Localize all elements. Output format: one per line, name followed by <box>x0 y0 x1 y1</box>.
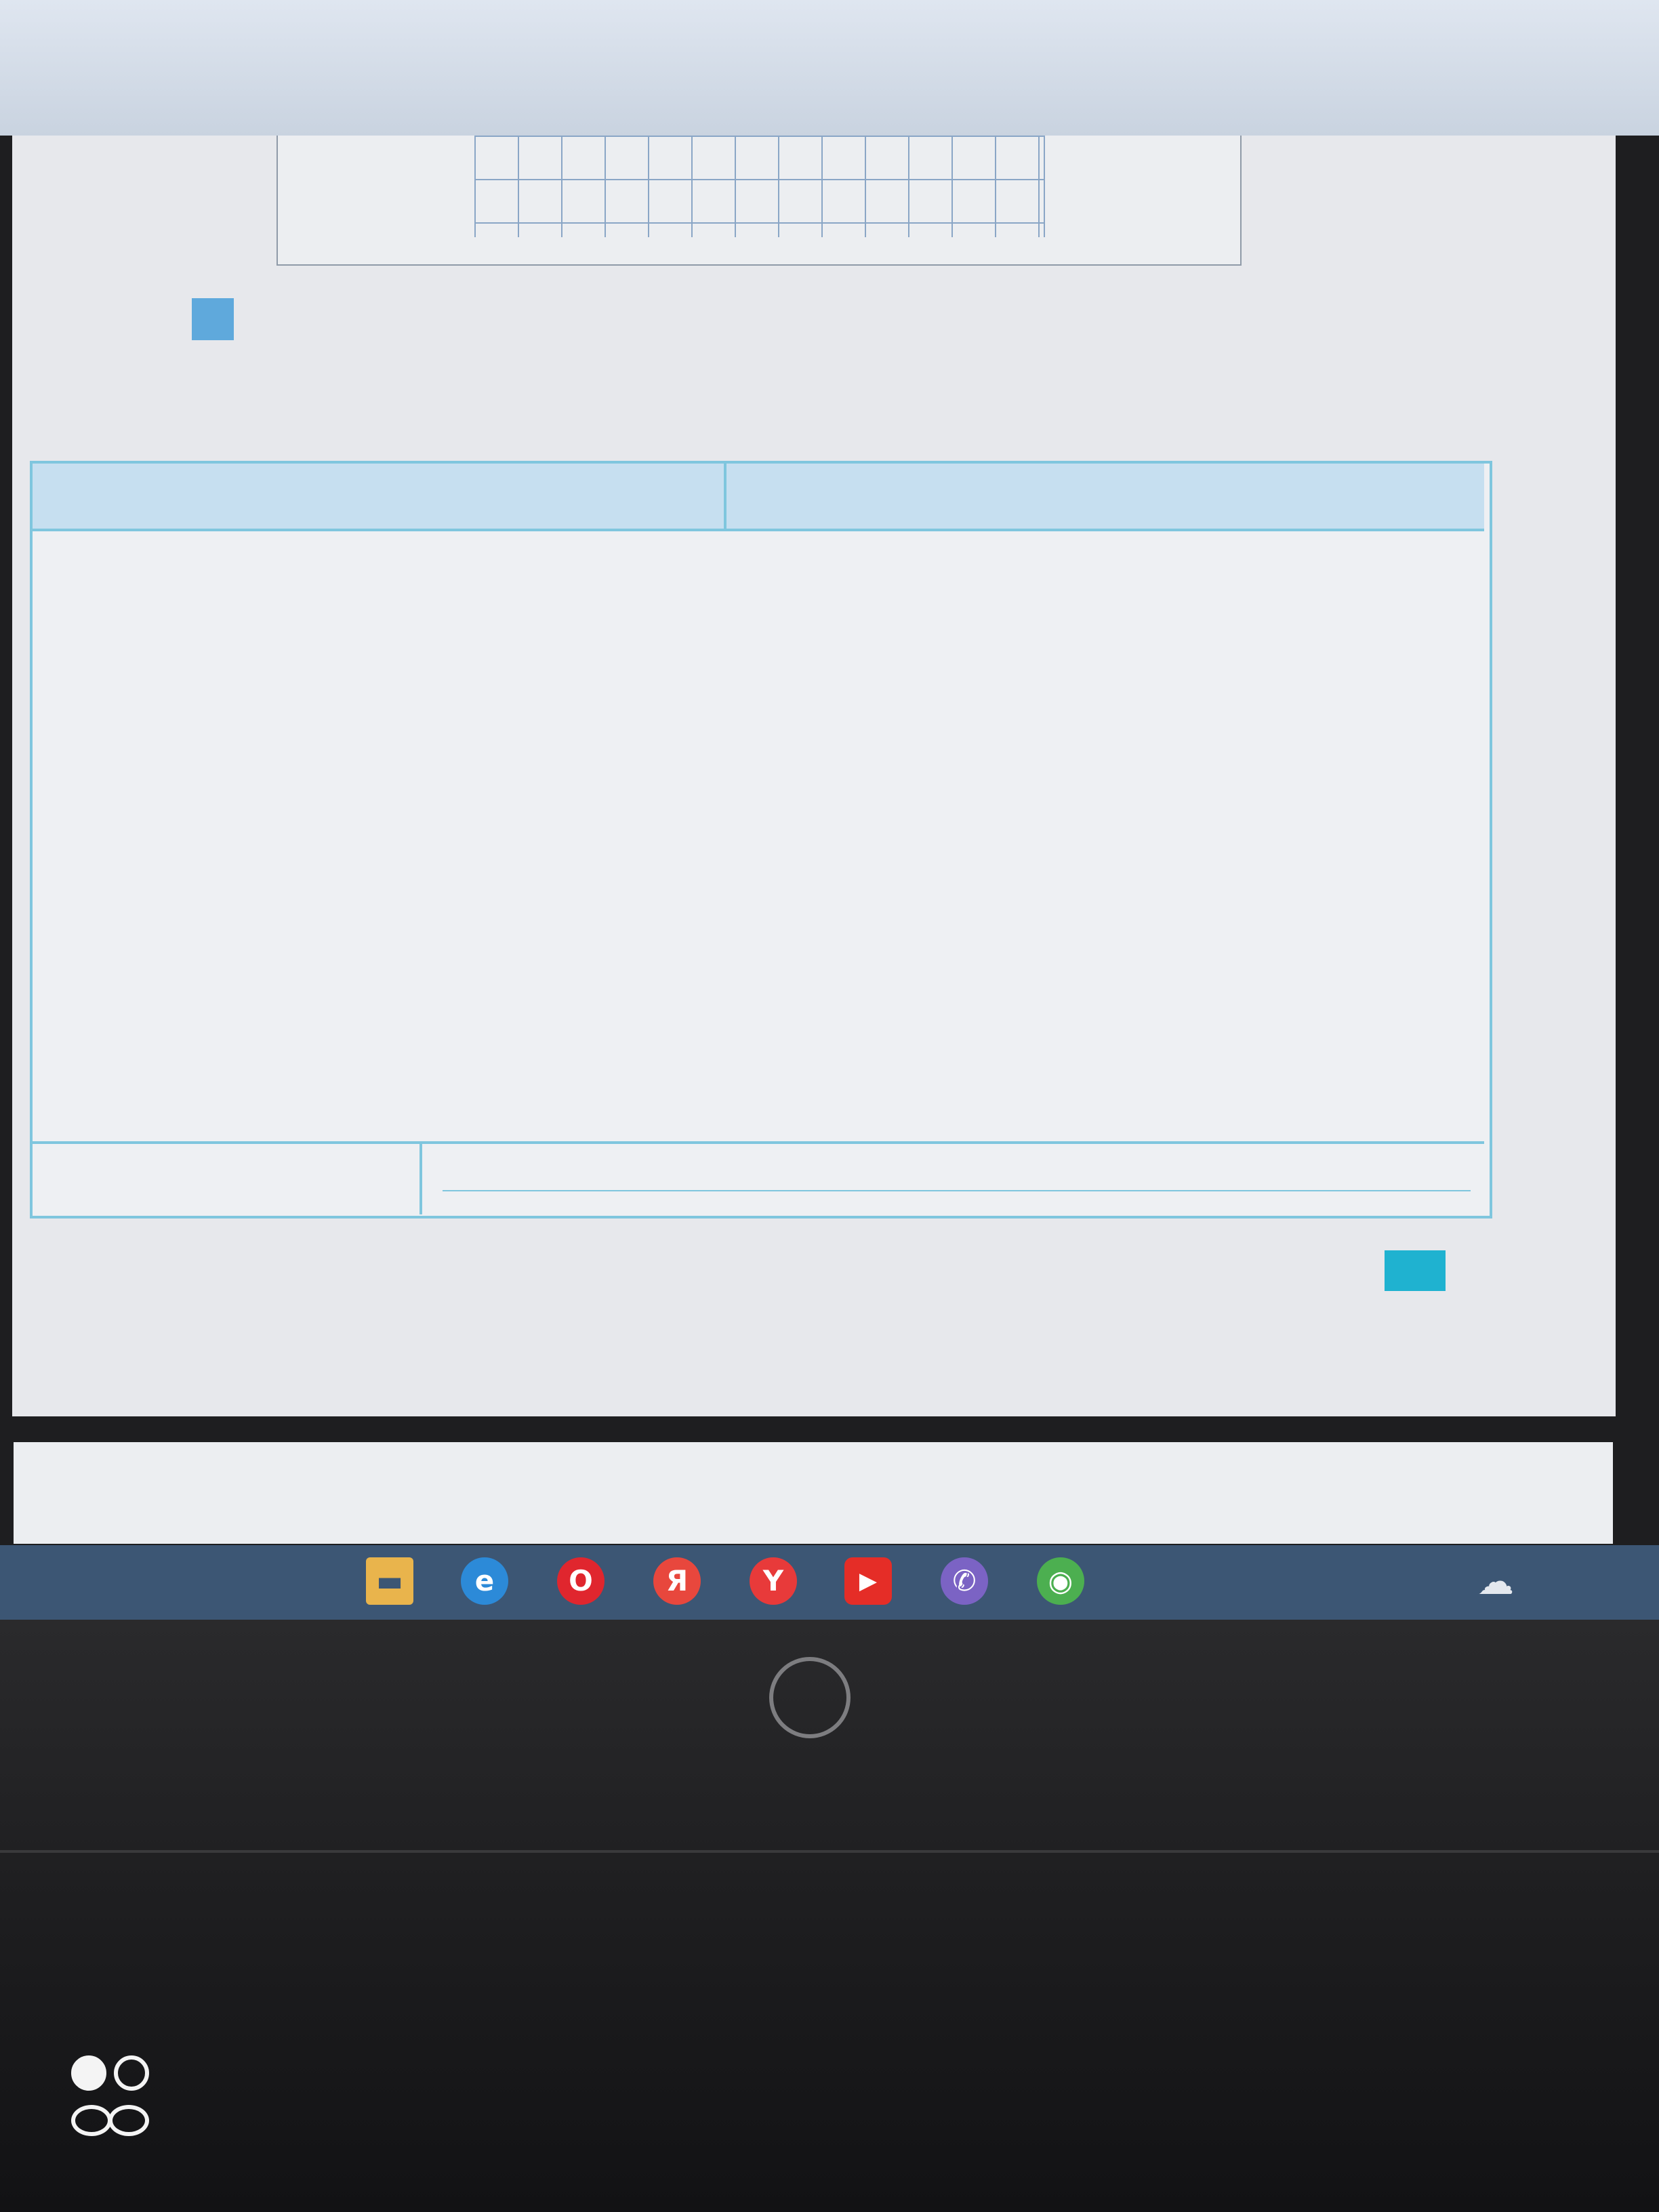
browser-chrome <box>0 0 1659 136</box>
annual-label <box>33 1144 422 1214</box>
table-header-left <box>33 464 726 531</box>
workbook-table <box>30 461 1492 1218</box>
document-page <box>12 136 1616 1416</box>
chrome-icon[interactable]: ◉ <box>1037 1557 1084 1605</box>
camera-logo-icon <box>71 2055 106 2091</box>
yandex-icon[interactable]: Я <box>653 1557 701 1605</box>
address-bar[interactable] <box>0 76 1565 123</box>
viber-icon[interactable]: ✆ <box>941 1557 988 1605</box>
file-explorer-icon[interactable]: ▬ <box>366 1557 413 1605</box>
edge-icon[interactable]: e <box>461 1557 508 1605</box>
task-number-badge <box>192 298 234 340</box>
taskbar <box>0 1545 1659 1620</box>
annual-value-field[interactable] <box>422 1144 1484 1214</box>
yandex-browser-icon[interactable]: Y <box>750 1557 797 1605</box>
page-number <box>1385 1250 1446 1291</box>
graph-grid <box>474 136 1045 237</box>
hinge-line <box>0 1850 1659 1853</box>
chart-svg <box>737 565 1483 1067</box>
table-header-right <box>726 464 1484 531</box>
camera-logo-icon <box>114 2055 149 2091</box>
hp-logo <box>769 1657 851 1738</box>
weather-icon[interactable]: ☁ <box>1477 1560 1514 1603</box>
bar-chart <box>737 565 1483 1067</box>
youtube-icon[interactable]: ▶ <box>844 1557 892 1605</box>
annual-row <box>33 1141 1484 1214</box>
opera-icon[interactable]: O <box>557 1557 605 1605</box>
lower-panel <box>14 1442 1613 1544</box>
answer-line <box>443 1190 1471 1191</box>
camera-logo-icon <box>71 2105 112 2136</box>
camera-logo-icon <box>108 2105 149 2136</box>
previous-task-graph <box>276 136 1242 266</box>
laptop-body <box>0 1620 1659 2212</box>
